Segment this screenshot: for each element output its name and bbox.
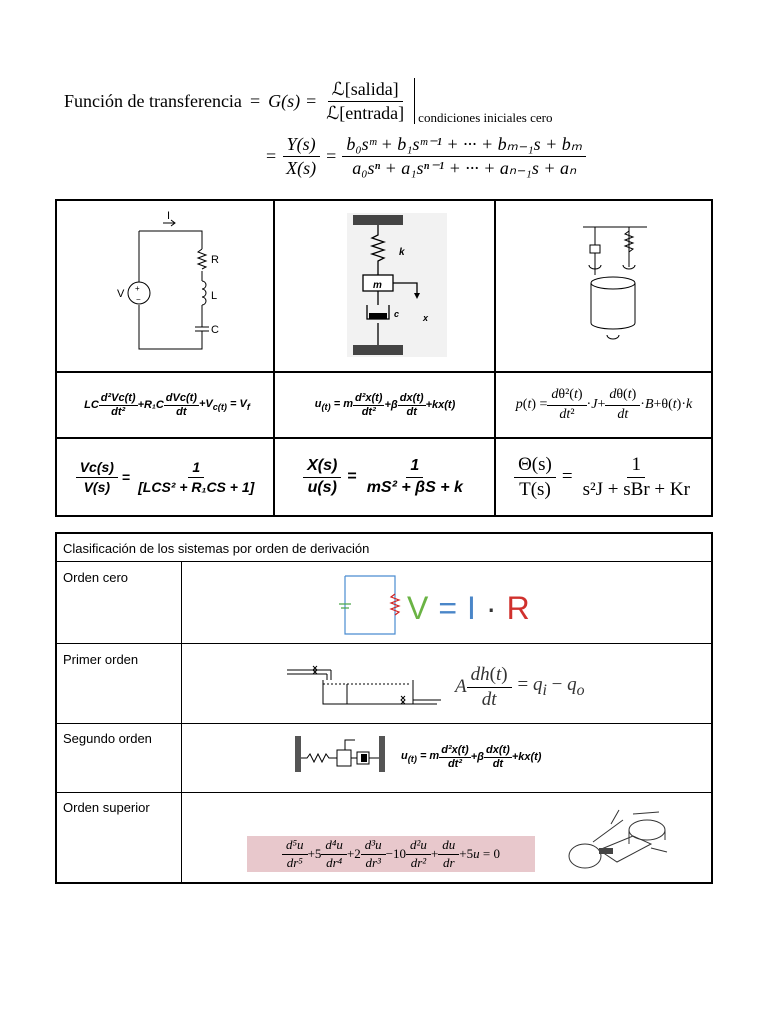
second-order-equation: $u_{(t)} = m$ $\frac{\text{d²x(t)}}{\text{dt²}}$ +β $\frac{dx(t)}{dt}$ +kx(t) [401,744,542,770]
row-label-second-order: Segundo orden [63,731,152,746]
horizontal-mass-spring-diagram [295,732,385,776]
inductor-label: L [211,290,218,302]
rlc-differential-equation: LC $\frac{\text{d²Vc(t)}}{\text{dt²}}$ +R₁C $\frac{\text{dVc(t)}}{dt}$ $+V_{c(t)} = V_f$ [84,391,250,418]
motor-assembly-diagram [563,800,673,880]
laplace-fraction [322,79,408,123]
source-label: V [117,288,125,300]
svg-text:x: x [423,313,429,323]
row-label-first-order: Primer orden [63,652,139,667]
laplace-input: ℒ[entrada] [326,102,405,123]
laplace-output: ℒ[salida] [328,79,403,102]
rlc-circuit-diagram [117,209,237,359]
resistor-label: R [211,254,219,266]
rotational-differential-equation: p ( t ) = $\frac{\text{dθ²(t)}}{\text{dt²}}$ · J + $\frac{d\theta(t)}{dt}$ · B +θ( t )· k [515,387,693,422]
systems-models-table [55,199,713,517]
transfer-function-label: Función de transferencia [64,90,242,111]
initial-conditions-note: condiciones iniciales cero [418,110,553,125]
mass-transfer-function: $\frac{X(s)}{u(s)}$ = $\frac{1}{\text{mS² + βS + k}}$ [277,439,493,515]
svg-text:k: k [399,247,405,258]
polynomial-numerator: b₀sᵐ + b₁sᵐ⁻¹ + ··· + bₘ₋₁s + bₘ [342,134,586,157]
mass-spring-damper-diagram [347,213,447,357]
current-label: I [167,210,171,222]
mass-differential-equation: $u_{(t)} = m$ $\frac{\text{d²x(t)}}{\text{dt²}}$ +β $\frac{dx(t)}{dt}$ +kx(t) [314,391,456,418]
svg-text:+: + [135,284,140,293]
row-label-zero-order: Orden cero [63,570,129,585]
transfer-function-definition: Función de transferencia = G(s) = $\frac{\text{ℒ[salida]}}{\text{ℒ[entrada]}}$ condiciones iniciales cero [64,78,553,125]
ohms-law: V = I · R [407,590,530,626]
higher-order-equation: $\frac{\text{d⁵u}}{\text{dr⁵}}$ +5 $\frac{\text{d⁴u}}{\text{dr⁴}}$ +2 $\frac{\text{d³u}}{\text{dr³}}$ −10 $\frac{\text{d²u}}{\text{dr²}}$ + $\frac{du}{dr}$ +5 u = 0 [247,836,535,872]
system-order-classification-table [55,532,713,884]
rlc-transfer-function: $\frac{Vc(s)}{V(s)}$ = $\frac{1}{\text{[LCS² + R₁CS + 1]}}$ [63,439,271,515]
y-over-x: $\frac{Y(s)}{X(s)}$ [282,134,320,178]
classification-title: Clasificación de los sistemas por orden de derivación [63,541,370,556]
svg-text:m: m [373,280,382,291]
polynomial-denominator: a₀sⁿ + a₁sⁿ⁻¹ + ··· + aₙ₋₁s + aₙ [352,157,577,178]
rotational-transfer-function: $\frac{\Theta(s)}{T(s)}$ = $\frac{1}{\text{s²J + sBr + Kr}}$ [497,439,711,515]
simple-circuit-icon [339,572,401,638]
transfer-function-polynomial: = $\frac{Y(s)}{X(s)}$ = $\frac{\text{b₀sᵐ + b₁sᵐ⁻¹ + ··· + bₘ₋₁s + bₘ}}{\text{a₀sⁿ + a₁sⁿ⁻¹ + ··· + aₙ₋₁s + aₙ}}$ [266,134,586,178]
first-order-equation: A $\frac{dh(t)}{dt}$ = $q_i - q_o$ [455,664,585,710]
g-of-s: G(s) [268,90,301,111]
polynomial-fraction [342,134,586,178]
rotational-system-diagram [577,223,657,345]
row-label-higher-order: Orden superior [63,800,150,815]
svg-text:c: c [394,309,400,319]
capacitor-label: C [211,324,219,336]
tank-system-diagram [283,654,443,716]
svg-text:−: − [136,295,141,304]
